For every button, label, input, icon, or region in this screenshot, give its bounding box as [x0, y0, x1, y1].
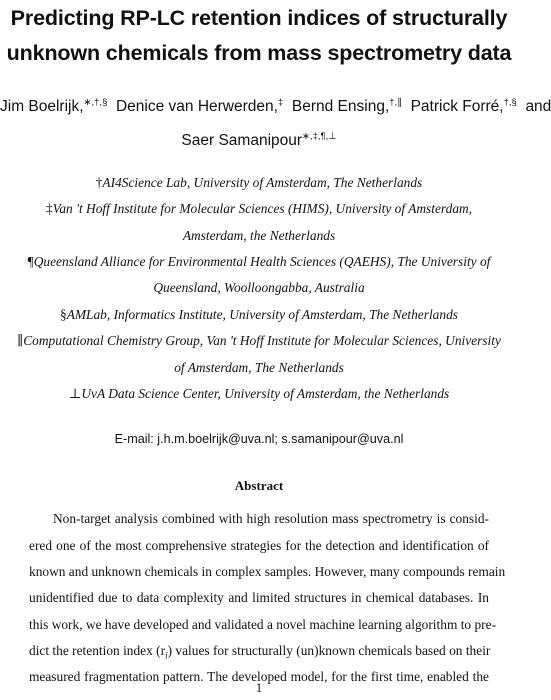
affiliation-line: [0, 279, 518, 297]
abstract-line-text: Non-target analysis combined with high resolution mass spectrometry is consid-: [53, 511, 489, 526]
affiliation-text: Queensland, Woolloongabba, Australia: [153, 280, 365, 295]
affiliation-symbol: §: [60, 307, 67, 322]
abstract-line: [53, 510, 489, 528]
paper-title-line-1: Predicting RP-LC retention indices of structurally: [10, 6, 508, 30]
affiliation-line: [0, 227, 518, 245]
page-number: 1: [255, 680, 263, 695]
abstract-line-text: unidentified due to data complexity and limited structures in chemical databases. In: [29, 590, 489, 605]
abstract-line: [29, 537, 489, 555]
author-affiliation-marks: †,∥: [389, 97, 402, 108]
abstract-line-text: known and unknown chemicals in complex samples. However, many compounds remain: [29, 564, 506, 579]
author-name: and: [525, 98, 551, 115]
affiliation-symbol: †: [95, 175, 103, 190]
author-affiliation-marks: ∗,†,§: [83, 97, 108, 108]
affiliation-line: [0, 174, 518, 192]
affiliation-text: AI4Science Lab, University of Amsterdam, The Netherlands: [102, 175, 423, 190]
affiliation-symbol: ∥: [17, 333, 24, 348]
affiliation-line: [0, 200, 518, 218]
affiliation-symbol: ‡: [45, 201, 53, 216]
affiliation-text: UvA Data Science Center, University of Amsterdam, the Netherlands: [81, 386, 450, 401]
abstract-line: [29, 563, 506, 581]
abstract-line: [29, 642, 489, 660]
affiliation-text: of Amsterdam, The Netherlands: [174, 360, 344, 375]
abstract-line: [29, 589, 489, 607]
subscript-index: i: [165, 650, 168, 661]
abstract-line-text: this work, we have developed and validated a novel machine learning algorithm to pre-: [29, 617, 497, 632]
author-affiliation-marks: †,§: [503, 97, 517, 108]
affiliation-symbol: ¶: [27, 254, 34, 269]
abstract-line-text: dict the retention index (r: [29, 643, 166, 658]
author-affiliation-marks: ∗,‡,¶,⊥: [302, 131, 337, 142]
affiliation-text: AMLab, Informatics Institute, University of Amsterdam, The Netherlands: [66, 307, 458, 322]
author-name: Jim Boelrijk,: [0, 98, 84, 115]
affiliation-text: Computational Chemistry Group, Van 't Hoff Institute for Molecular Sciences, University: [23, 333, 501, 348]
author-name: Patrick Forré,: [410, 98, 504, 115]
affiliation-line: [0, 253, 518, 271]
affiliation-line: [0, 306, 518, 324]
affiliation-symbol: ⊥: [68, 386, 82, 401]
author-name: Bernd Ensing,: [291, 98, 390, 115]
affiliation-text: Queensland Alliance for Environmental Health Sciences (QAEHS), The University of: [33, 254, 491, 269]
author-list-line-1: [0, 97, 551, 117]
affiliation-text: Van 't Hoff Institute for Molecular Sciences (HIMS), University of Amsterdam,: [52, 201, 473, 216]
author-list-line-2: [0, 131, 518, 151]
author-name: Denice van Herwerden,: [115, 98, 278, 115]
affiliation-line: [0, 359, 518, 377]
abstract-line-text: ered one of the most comprehensive strategies for the detection and identification of: [29, 538, 489, 553]
contact-email: E-mail: j.h.m.boelrijk@uva.nl; s.samanipour@uva.nl: [114, 432, 404, 446]
abstract-line-text: ) values for structurally (un)known chemicals based on their: [167, 643, 491, 658]
affiliation-text: Amsterdam, the Netherlands: [182, 228, 336, 243]
paper-title-line-2: unknown chemicals from mass spectrometry data: [6, 41, 512, 65]
abstract-line: [29, 616, 497, 634]
author-affiliation-marks: ‡: [277, 97, 284, 108]
affiliation-line: [0, 332, 518, 350]
abstract-heading: Abstract: [234, 478, 284, 493]
abstract-line-text: measured fragmentation pattern. The developed model, for the first time, enabled the: [29, 669, 489, 684]
affiliation-line: [0, 385, 518, 403]
author-name: Saer Samanipour: [181, 132, 303, 149]
